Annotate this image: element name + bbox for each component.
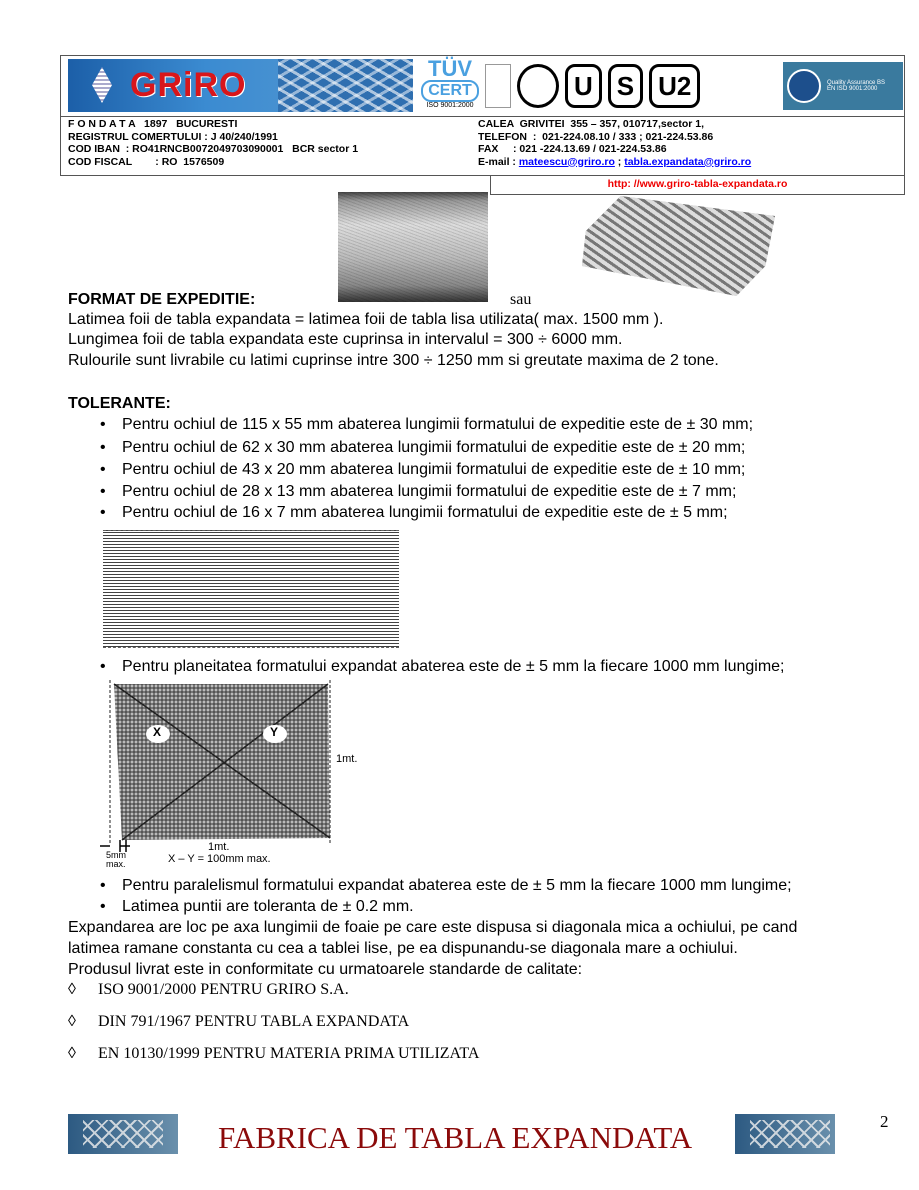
bullet-text: Pentru ochiul de 16 x 7 mm abaterea lungimii formatului de expeditie este de ± 5 mm; [122, 504, 728, 521]
bullet-text: Pentru paralelismul formatului expandat abaterea este de ± 5 mm la fiecare 1000 mm lungime; [122, 877, 792, 894]
badge-u2: U2 [649, 64, 700, 108]
standard-item [68, 981, 349, 999]
footer-mesh-logo-right [735, 1114, 835, 1154]
format-line: Latimea foii de tabla expandata = latimea foii de tabla lisa utilizata( max. 1500 mm ). [68, 311, 664, 328]
badge-s: S [608, 64, 643, 108]
badge-u: U [565, 64, 602, 108]
cert-text: CERT [421, 80, 479, 102]
qa-text: Quality Assurance BS EN ISO 9001:2000 [827, 80, 886, 92]
griro-logo [68, 59, 413, 112]
bridge-bullet [100, 897, 414, 917]
formula: X – Y = 100mm max. [168, 853, 271, 865]
standard-item [68, 1045, 479, 1063]
label-x: X [153, 725, 162, 739]
email-line [478, 156, 751, 169]
parallelism-bullet [100, 876, 792, 896]
diamond-bullet-icon: ◊ [68, 981, 76, 998]
planeity-bullet [100, 657, 785, 677]
mesh-sheet-image [103, 530, 399, 648]
tuv-cert-logo [415, 58, 485, 114]
info-line: CALEA GRIVITEI 355 – 357, 010717,sector 1, [478, 118, 705, 130]
label-side: 1mt. [336, 753, 358, 765]
info-line: TELEFON : 021-224.08.10 / 333 ; 021-224.53.86 [478, 130, 714, 143]
diamond-bullet-icon: ◊ [68, 1045, 76, 1062]
diagram-graphic [100, 678, 360, 873]
info-line: FAX : 021 -224.13.69 / 021-224.53.86 [478, 143, 667, 155]
info-line: REGISTRUL COMERTULUI : J 40/240/1991 [68, 130, 278, 143]
sau-label: sau [510, 291, 532, 308]
iso-label: ISO 9001:2000 [426, 102, 474, 109]
mesh-banner [278, 59, 413, 112]
bullet-text: Pentru ochiul de 43 x 20 mm abaterea lungimii formatului de expeditie este de ± 10 mm; [122, 461, 746, 478]
info-line: COD FISCAL : RO 1576509 [68, 155, 225, 168]
tolerance-bullet [100, 460, 745, 480]
bullet-text: Pentru planeitatea formatului expandat abaterea este de ± 5 mm la fiecare 1000 mm lungime; [122, 658, 785, 675]
email-separator: ; [614, 155, 625, 168]
gap-max: max. [106, 859, 126, 869]
info-line: F O N D A T A 1897 BUCURESTI [68, 118, 238, 130]
clover-logo [517, 64, 559, 108]
bsi-seal-icon [787, 69, 821, 103]
divider [61, 116, 904, 117]
email-label: E-mail : [478, 155, 519, 168]
bullet-text: Pentru ochiul de 28 x 13 mm abaterea lungimii formatului de expeditie este de ± 7 mm; [122, 483, 737, 500]
tolerance-bullet [100, 438, 745, 458]
email-link-2[interactable]: tabla.expandata@griro.ro [624, 155, 752, 168]
page-number: 2 [880, 1112, 889, 1131]
label-y: Y [270, 725, 279, 739]
pallet-photo [582, 196, 775, 296]
diagonal-diagram [100, 678, 360, 873]
company-info-right [478, 118, 751, 168]
paragraph-line: Expandarea are loc pe axa lungimii de foaie pe care este dispusa si diagonala mica a ochiului, pe cand [68, 919, 798, 936]
format-title: FORMAT DE EXPEDITIE: [68, 291, 256, 308]
footer-title: FABRICA DE TABLA EXPANDATA [218, 1120, 693, 1155]
format-line: Lungimea foii de tabla expandata este cuprinsa in intervalul = 300 ÷ 6000 mm. [68, 331, 623, 348]
standard-item [68, 1013, 409, 1031]
tuv-text: TÜV [428, 56, 472, 81]
bullet-text: Latimea puntii are toleranta de ± 0.2 mm. [122, 898, 414, 915]
tolerance-bullet [100, 415, 753, 435]
gap-text: 5mm [106, 850, 126, 860]
tolerance-bullet [100, 482, 736, 502]
tolerante-title: TOLERANTE: [68, 395, 171, 412]
format-line: Rulourile sunt livrabile cu latimi cuprinse intre 300 ÷ 1250 mm si greutate maxima de 2 tone. [68, 352, 719, 369]
diamond-bullet-icon: ◊ [68, 1013, 76, 1030]
bullet-text: Pentru ochiul de 115 x 55 mm abaterea lungimii formatului de expeditie este de ± 30 mm; [122, 416, 754, 433]
certification-logos [485, 58, 740, 114]
label-gap [106, 851, 126, 869]
company-info-left [68, 118, 358, 168]
logo-text: GRiRO [130, 66, 247, 104]
roll-photo [338, 192, 488, 302]
bullet-text: Pentru ochiul de 62 x 30 mm abaterea lungimii formatului de expeditie este de ± 20 mm; [122, 439, 746, 456]
paragraph-line: Produsul livrat este in conformitate cu urmatoarele standarde de calitate: [68, 961, 583, 978]
quality-assurance-logo [783, 62, 903, 110]
email-link-1[interactable]: mateescu@griro.ro [518, 155, 615, 168]
tolerance-bullet [100, 503, 728, 523]
label-bottom: 1mt. [208, 841, 230, 853]
website-url[interactable]: http: //www.griro-tabla-expandata.ro [490, 175, 905, 195]
footer-mesh-logo-left [68, 1114, 178, 1154]
standard-text: DIN 791/1967 PENTRU TABLA EXPANDATA [98, 1013, 410, 1030]
standard-text: EN 10130/1999 PENTRU MATERIA PRIMA UTILIZATA [98, 1045, 480, 1062]
diamond-icon [92, 67, 112, 103]
info-line: COD IBAN : RO41RNCB0072049703090001 BCR sector 1 [68, 143, 359, 155]
paragraph-line: latimea ramane constanta cu cea a tablei lise, pe ea dispunandu-se diagonala mare a ochiului. [68, 940, 738, 957]
standard-text: ISO 9001/2000 PENTRU GRIRO S.A. [98, 981, 349, 998]
iaf-logo [485, 64, 511, 108]
